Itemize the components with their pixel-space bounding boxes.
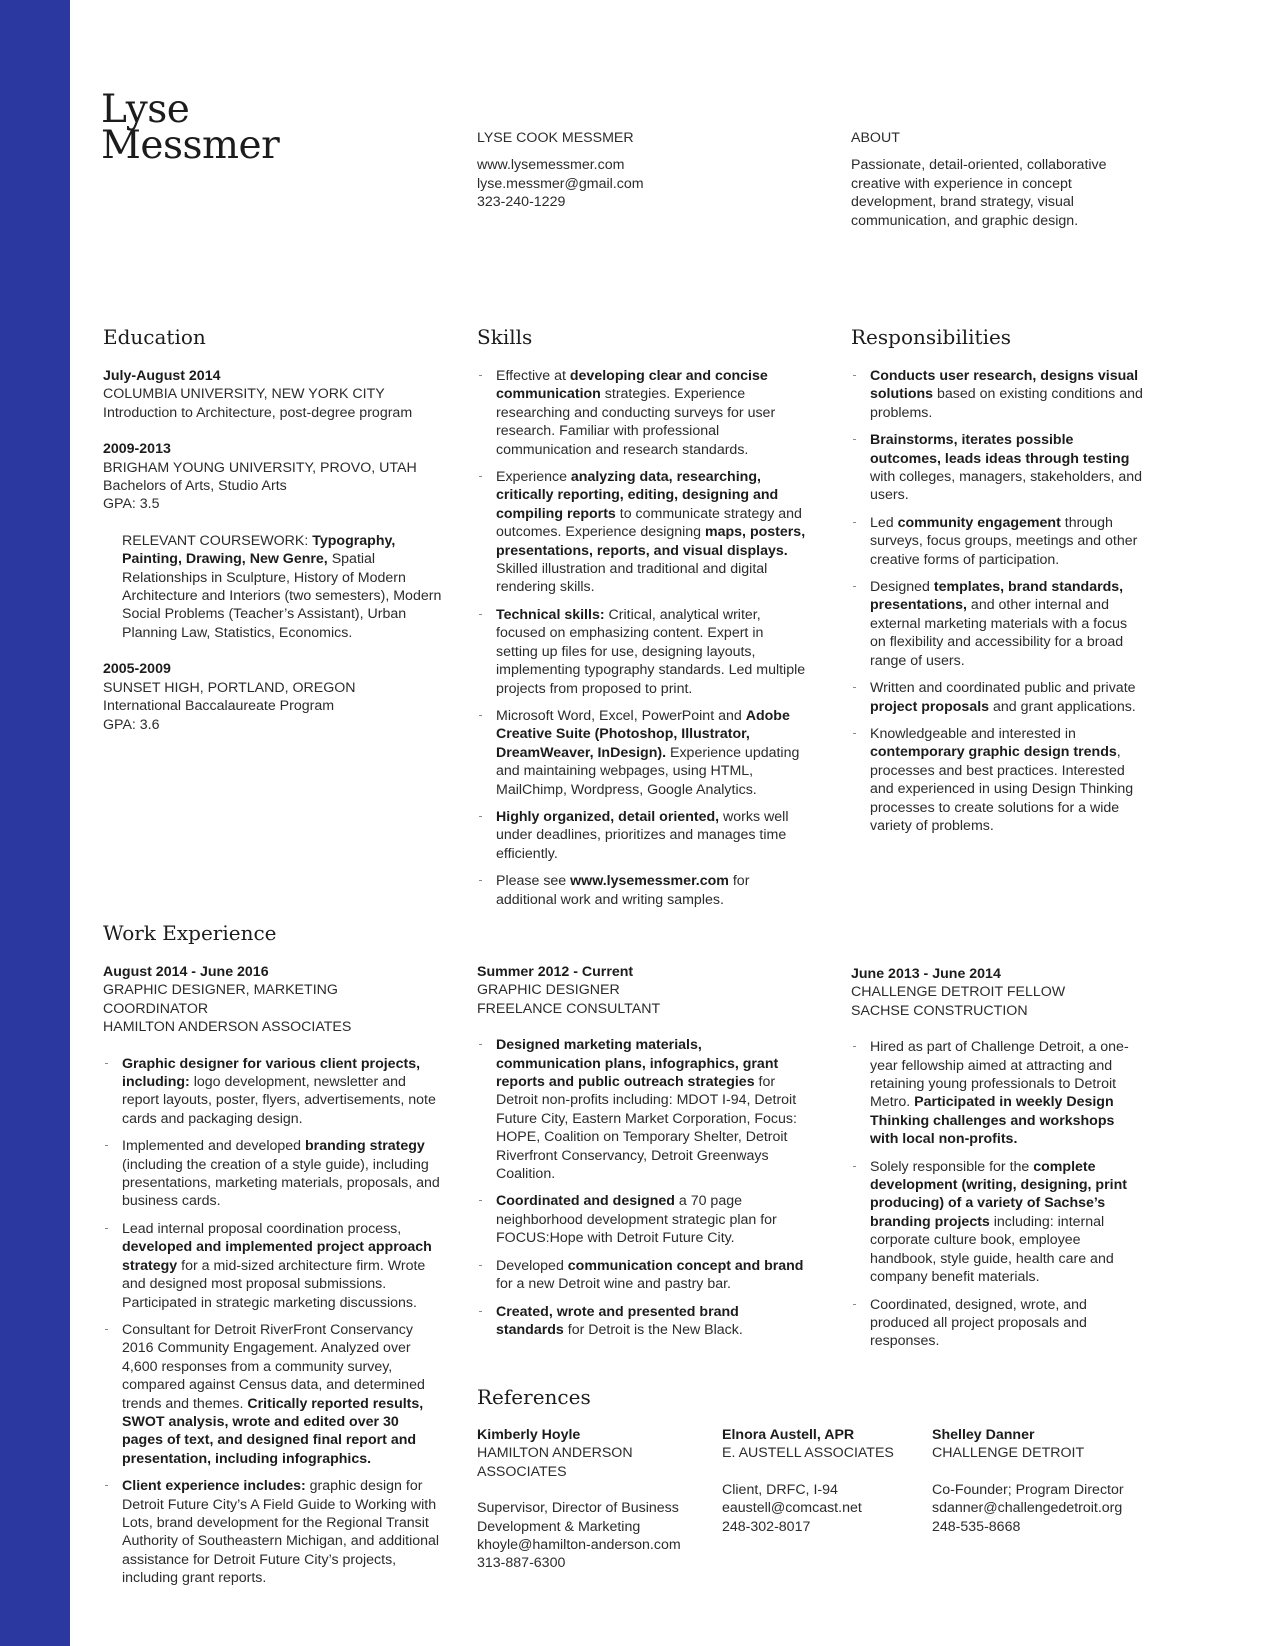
education-date: July-August 2014 <box>103 368 221 384</box>
reference-phone: 313-887-6300 <box>477 1555 566 1572</box>
work-experience-heading: Work Experience <box>103 921 277 945</box>
job-duty: Client experience includes: graphic design for Detroit Future City’s A Field Guide to Working with Lots, brand development for the Regional Transit Authority of Southeastern Michigan, and additional assistance for Detroit Future City’s projects, including grant reports. <box>103 1477 443 1587</box>
skill-item: Please see www.lysemessmer.com for additional work and writing samples. <box>477 872 807 909</box>
reference-email[interactable]: eaustell@comcast.net <box>722 1500 862 1517</box>
job-title: GRAPHIC DESIGNER, MARKETING COORDINATOR <box>103 982 338 1017</box>
job-duties <box>851 1038 1146 1351</box>
responsibility-item: Brainstorms, iterates possible outcomes, leads ideas through testing with colleges, managers, stakeholders, and users. <box>851 431 1146 505</box>
responsibility-item: Conducts user research, designs visual solutions based on existing conditions and problems. <box>851 367 1146 422</box>
job-duty: Developed communication concept and brand for a new Detroit wine and pastry bar. <box>477 1257 807 1294</box>
reference-card <box>722 1426 922 1536</box>
education-entry <box>103 660 448 734</box>
job-title: CHALLENGE DETROIT FELLOW <box>851 984 1066 1001</box>
about-label: ABOUT <box>851 130 900 146</box>
job-duty: Created, wrote and presented brand standards for Detroit is the New Black. <box>477 1303 807 1340</box>
reference-phone: 248-535-8668 <box>932 1518 1021 1535</box>
responsibility-item: Designed templates, brand standards, presentations, and other internal and external marketing materials with a focus on flexibility and accessibility for a broad range of users. <box>851 578 1146 670</box>
job-duty: Consultant for Detroit RiverFront Conservancy 2016 Community Engagement. Analyzed over 4,600 responses from a community survey, compared against Census data, and determined trends and themes. Critically reported results, SWOT analysis, wrote and edited over 30 pages of text, and designed final report and presentation, including infographics. <box>103 1321 443 1468</box>
first-name: Lyse <box>101 87 190 132</box>
responsibilities-list <box>851 367 1146 844</box>
reference-email[interactable]: sdanner@challengedetroit.org <box>932 1500 1123 1517</box>
job-duty: Implemented and developed branding strategy (including the creation of a style guide), including presentations, marketing materials, proposals, and business cards. <box>103 1137 443 1211</box>
skills-heading: Skills <box>477 325 533 349</box>
coursework-highlight: Typography, Painting, Drawing, New Genre, <box>122 532 396 568</box>
job-org: SACHSE CONSTRUCTION <box>851 1002 1028 1019</box>
reference-role: Client, DRFC, I-94 <box>722 1481 838 1498</box>
job-duty: Coordinated and designed a 70 page neighborhood development strategic plan for FOCUS:Hope with Detroit Future City. <box>477 1192 807 1247</box>
about-text: Passionate, detail-oriented, collaborative creative with experience in concept development, brand strategy, visual communication, and graphic design. <box>851 157 1107 229</box>
education-program: Introduction to Architecture, post-degree program <box>103 404 413 421</box>
education-gpa: GPA: 3.5 <box>103 496 160 513</box>
skill-item: Experience analyzing data, researching, critically reporting, editing, designing and compiling reports to communicate strategy and outcomes. Experience designing maps, posters, presentations, reports, and visual displays. Skilled illustration and traditional and digital rendering skills. <box>477 468 807 597</box>
reference-org: CHALLENGE DETROIT <box>932 1445 1085 1462</box>
education-school: COLUMBIA UNIVERSITY, NEW YORK CITY <box>103 386 385 403</box>
reference-name: Kimberly Hoyle <box>477 1427 581 1443</box>
last-name: Messmer <box>101 123 280 168</box>
reference-org: HAMILTON ANDERSON ASSOCIATES <box>477 1445 633 1480</box>
skill-item: Microsoft Word, Excel, PowerPoint and Adobe Creative Suite (Photoshop, Illustrator, DreamWeaver, InDesign). Experience updating and maintaining webpages, using HTML, MailChimp, Wordpress, Google Analytics. <box>477 707 807 799</box>
education-program: International Baccalaureate Program <box>103 698 335 715</box>
education-date: 2005-2009 <box>103 661 171 678</box>
education-program: Bachelors of Arts, Studio Arts <box>103 478 287 495</box>
coursework-label: RELEVANT COURSEWORK: <box>122 532 313 549</box>
responsibility-item: Knowledgeable and interested in contemporary graphic design trends, processes and best practices. Interested and experienced in using Design Thinking processes to create solutions for a wide variety of problems. <box>851 725 1146 835</box>
job-duties <box>103 1055 443 1588</box>
reference-role: Supervisor, Director of Business Development & Marketing <box>477 1500 679 1535</box>
about-block <box>851 129 1141 230</box>
reference-phone: 248-302-8017 <box>722 1518 811 1535</box>
education-heading: Education <box>103 325 206 349</box>
sidebar-accent-bar <box>0 0 70 1646</box>
job-date: August 2014 - June 2016 <box>103 964 269 980</box>
education-school: SUNSET HIGH, PORTLAND, OREGON <box>103 679 356 696</box>
skills-list <box>477 367 807 918</box>
reference-name: Elnora Austell, APR <box>722 1427 855 1443</box>
job-duty: Lead internal proposal coordination process, developed and implemented project approach strategy for a mid-sized architecture firm. Wrote and designed most proposal submissions. Participated in strategic marketing discussions. <box>103 1220 443 1312</box>
relevant-coursework <box>122 532 448 642</box>
job-duty: Coordinated, designed, wrote, and produced all project proposals and responses. <box>851 1296 1146 1351</box>
reference-name: Shelley Danner <box>932 1427 1035 1443</box>
job-org: FREELANCE CONSULTANT <box>477 1000 661 1017</box>
job-freelance <box>477 963 807 1348</box>
skill-item: Highly organized, detail oriented, works well under deadlines, prioritizes and manages time efficiently. <box>477 808 807 863</box>
reference-role: Co-Founder; Program Director <box>932 1481 1124 1498</box>
job-date: Summer 2012 - Current <box>477 964 634 980</box>
contact-block <box>477 129 797 212</box>
resume-name <box>101 87 280 168</box>
job-duty: Graphic designer for various client projects, including: logo development, newsletter and report layouts, poster, flyers, advertisements, note cards and packaging design. <box>103 1055 443 1129</box>
reference-card <box>477 1426 717 1573</box>
references-heading: References <box>477 1385 591 1409</box>
responsibility-item: Led community engagement through surveys, focus groups, meetings and other creative forms of participation. <box>851 514 1146 569</box>
education-gpa: GPA: 3.6 <box>103 716 160 733</box>
education-entry <box>103 367 448 422</box>
education-entry <box>103 440 448 514</box>
coursework-list: Spatial Relationships in Sculpture, History of Modern Architecture and Interiors (two semesters), Modern Social Problems (Teacher’s Assistant), Urban Planning Law, Statistics, Economics. <box>122 551 442 641</box>
contact-website[interactable]: www.lysemessmer.com <box>477 157 625 174</box>
education-section <box>103 367 448 752</box>
job-date: June 2013 - June 2014 <box>851 966 1001 982</box>
job-duty: Designed marketing materials, communication plans, infographics, grant reports and public outreach strategies for Detroit non-profits including: MDOT I-94, Detroit Future City, Eastern Market Corporation, Focus: HOPE, Coalition on Temporary Shelter, Detroit Riverfront Conservancy, Detroit Greenways Coalition. <box>477 1036 807 1183</box>
responsibilities-heading: Responsibilities <box>851 325 1012 349</box>
reference-card <box>932 1426 1162 1536</box>
contact-email[interactable]: lyse.messmer@gmail.com <box>477 175 644 192</box>
responsibility-item: Written and coordinated public and private project proposals and grant applications. <box>851 679 1146 716</box>
education-school: BRIGHAM YOUNG UNIVERSITY, PROVO, UTAH <box>103 459 417 476</box>
job-challenge-detroit <box>851 965 1146 1360</box>
contact-label: LYSE COOK MESSMER <box>477 130 634 146</box>
skill-item: Technical skills: Critical, analytical writer, focused on emphasizing content. Expert in setting up files for use, designing layouts, implementing typography standards. Led multiple projects from proposed to print. <box>477 606 807 698</box>
job-duty: Hired as part of Challenge Detroit, a one-year fellowship aimed at attracting and retaining young professionals to Detroit Metro. Participated in weekly Design Thinking challenges and workshops with local non-profits. <box>851 1038 1146 1148</box>
job-duties <box>477 1036 807 1339</box>
reference-org: E. AUSTELL ASSOCIATES <box>722 1445 894 1462</box>
education-date: 2009-2013 <box>103 441 171 458</box>
reference-email[interactable]: khoyle@hamilton-anderson.com <box>477 1537 681 1554</box>
portfolio-link[interactable]: www.lysemessmer.com <box>570 873 729 890</box>
job-title: GRAPHIC DESIGNER <box>477 982 620 999</box>
job-org: HAMILTON ANDERSON ASSOCIATES <box>103 1019 352 1036</box>
job-hamilton-anderson <box>103 963 443 1597</box>
contact-phone: 323-240-1229 <box>477 194 566 211</box>
skill-item: Effective at developing clear and concise communication strategies. Experience researching and conducting surveys for user research. Familiar with professional communication and research standards. <box>477 367 807 459</box>
job-duty: Solely responsible for the complete development (writing, designing, print producing) of a variety of Sachse’s branding projects including: internal corporate culture book, employee handbook, style guide, health care and company benefit materials. <box>851 1158 1146 1287</box>
